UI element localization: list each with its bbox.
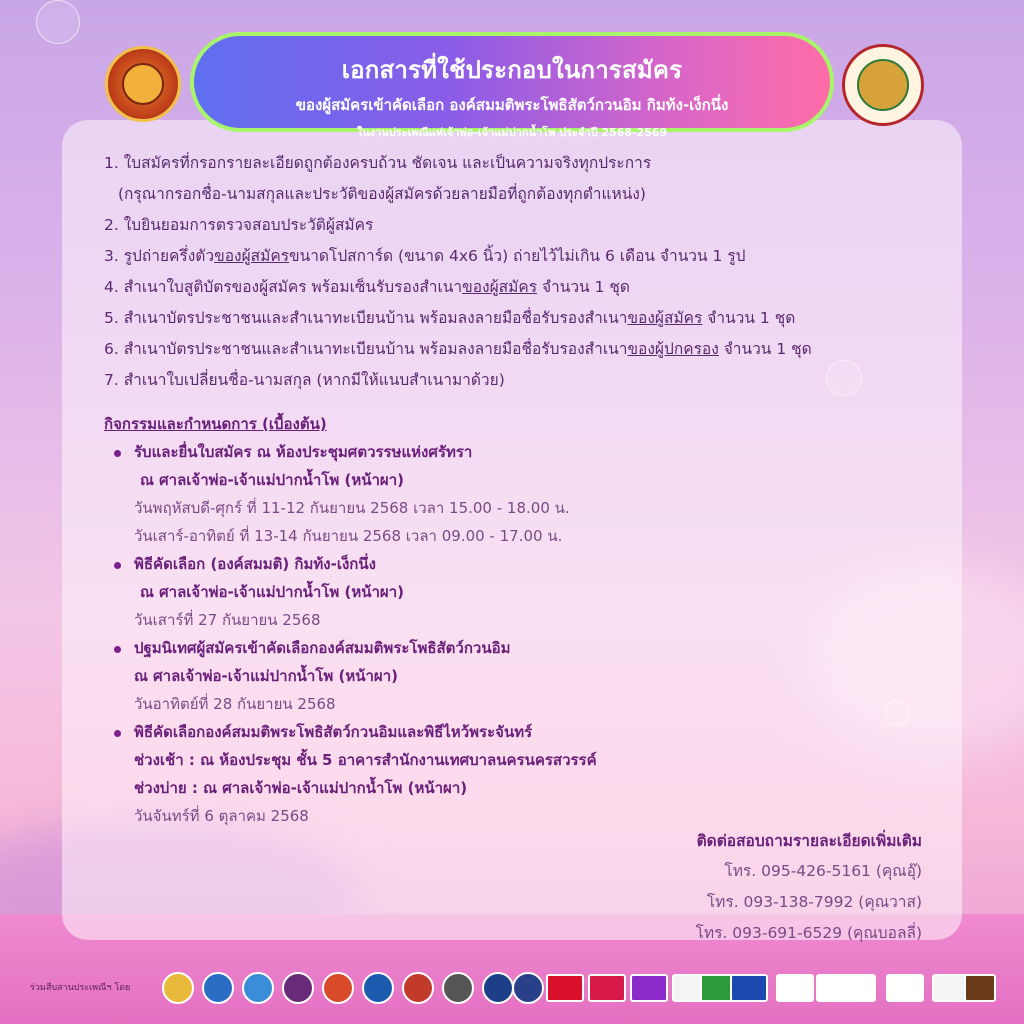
bubble-decoration bbox=[36, 0, 80, 44]
document-item-6-text-rest: จำนวน 1 ชุด bbox=[718, 340, 812, 358]
contact-heading: ติดต่อสอบถามรายละเอียดเพิ่มเติม bbox=[696, 832, 922, 850]
document-item-1-note: (กรุณากรอกชื่อ-นามสกุลและประวัติของผู้สมัครด้วยลายมือที่ถูกต้องทุกตำแหน่ง) bbox=[118, 185, 646, 203]
document-item-7: 7. สำเนาใบเปลี่ยนชื่อ-นามสกุล (หากมีให้แนบสำเนามาด้วย) bbox=[104, 371, 505, 389]
activity-title: พิธีคัดเลือก (องค์สมมติ) กิมท้ง-เง็กนึ่ง bbox=[134, 555, 376, 573]
sponsor-logo bbox=[162, 972, 194, 1004]
document-item-4-text: 4. สำเนาใบสูติบัตรของผู้สมัคร พร้อมเซ็นรับรองสำเนา bbox=[104, 278, 463, 296]
sponsor-logos bbox=[160, 968, 1000, 1008]
shrine-seal-logo bbox=[842, 44, 924, 126]
sponsor-logo bbox=[730, 974, 768, 1002]
sponsor-logo bbox=[482, 972, 514, 1004]
activity-item bbox=[104, 634, 804, 718]
document-item-3-text: 3. รูปถ่ายครึ่งตัว bbox=[104, 247, 215, 265]
header-banner bbox=[190, 32, 834, 139]
event-line: ในงานประเพณีแห่เจ้าพ่อ-เจ้าแม่ปากน้ำโพ ประจำปี 2568-2569 bbox=[356, 126, 668, 139]
activity-date: วันอาทิตย์ที่ 28 กันยายน 2568 bbox=[134, 695, 336, 713]
contact-info bbox=[696, 826, 922, 949]
activity-date: วันจันทร์ที่ 6 ตุลาคม 2568 bbox=[134, 807, 309, 825]
activity-title: ปฐมนิเทศผู้สมัครเข้าคัดเลือกองค์สมมติพระโพธิสัตว์กวนอิม bbox=[134, 639, 511, 657]
activity-item bbox=[104, 438, 804, 550]
sponsor-label: ร่วมสืบสานประเพณีฯ โดย bbox=[30, 983, 131, 993]
bullet-icon bbox=[114, 562, 121, 569]
activity-date: วันเสาร์-อาทิตย์ ที่ 13-14 กันยายน 2568 เวลา 09.00 - 17.00 น. bbox=[134, 527, 563, 545]
bullet-icon bbox=[114, 646, 121, 653]
activity-title: พิธีคัดเลือกองค์สมมติพระโพธิสัตว์กวนอิมและพิธีไหว้พระจันทร์ bbox=[134, 723, 533, 741]
document-item-1: 1. ใบสมัครที่กรอกรายละเอียดถูกต้องครบถ้วน ชัดเจน และเป็นความจริงทุกประการ bbox=[104, 154, 652, 172]
sponsor-logo bbox=[282, 972, 314, 1004]
activity-date: วันพฤหัสบดี-ศุกร์ ที่ 11-12 กันยายน 2568 เวลา 15.00 - 18.00 น. bbox=[134, 499, 570, 517]
sponsor-logo bbox=[886, 974, 924, 1002]
sponsor-logo bbox=[630, 974, 668, 1002]
sponsor-logo bbox=[242, 972, 274, 1004]
contact-phone: โทร. 095-426-5161 (คุณอุ๊) bbox=[724, 862, 922, 880]
document-item-6-emphasis: ของผู้ปกครอง bbox=[627, 340, 719, 358]
document-item-3-emphasis: ของผู้สมัคร bbox=[214, 247, 290, 265]
contact-phone: โทร. 093-138-7992 (คุณวาส) bbox=[706, 893, 922, 911]
sponsor-logo bbox=[816, 974, 876, 1002]
document-item-5-text-rest: จำนวน 1 ชุด bbox=[702, 309, 796, 327]
activities-heading: กิจกรรมและกำหนดการ (เบื้องต้น) bbox=[104, 415, 327, 433]
activity-item bbox=[104, 550, 804, 634]
document-item-4-text-rest: จำนวน 1 ชุด bbox=[537, 278, 630, 296]
document-item-5 bbox=[104, 303, 964, 334]
document-item-6 bbox=[104, 334, 964, 365]
contact-phone: โทร. 093-691-6529 (คุณบอลลี่) bbox=[695, 924, 922, 942]
required-documents-list bbox=[104, 148, 964, 396]
document-item-5-emphasis: ของผู้สมัคร bbox=[627, 309, 703, 327]
activity-location: ณ ศาลเจ้าพ่อ-เจ้าแม่ปากน้ำโพ (หน้าผา) bbox=[140, 583, 404, 601]
activity-location-afternoon: ช่วงบ่าย : ณ ศาลเจ้าพ่อ-เจ้าแม่ปากน้ำโพ (หน้าผา) bbox=[134, 779, 468, 797]
sponsor-logo bbox=[402, 972, 434, 1004]
document-item-5-text: 5. สำเนาบัตรประชาชนและสำเนาทะเบียนบ้าน พร้อมลงลายมือชื่อรับรองสำเนา bbox=[104, 309, 628, 327]
page-title: เอกสารที่ใช้ประกอบในการสมัคร bbox=[341, 56, 683, 84]
bullet-icon bbox=[114, 450, 121, 457]
document-item-3 bbox=[104, 241, 964, 272]
document-item-4-emphasis: ของผู้สมัคร bbox=[462, 278, 538, 296]
municipality-seal-logo bbox=[105, 46, 181, 122]
document-item-2: 2. ใบยินยอมการตรวจสอบประวัติผู้สมัคร bbox=[104, 216, 374, 234]
activity-item bbox=[104, 718, 804, 830]
document-item-6-text: 6. สำเนาบัตรประชาชนและสำเนาทะเบียนบ้าน พร้อมลงลายมือชื่อรับรองสำเนา bbox=[104, 340, 628, 358]
activity-location: ณ ศาลเจ้าพ่อ-เจ้าแม่ปากน้ำโพ (หน้าผา) bbox=[134, 667, 398, 685]
sponsor-logo bbox=[362, 972, 394, 1004]
sponsor-logo bbox=[202, 972, 234, 1004]
sponsor-logo bbox=[964, 974, 996, 1002]
document-item-4 bbox=[104, 272, 964, 303]
page-subtitle: ของผู้สมัครเข้าคัดเลือก องค์สมมติพระโพธิสัตว์กวนอิม กิมท้ง-เง็กนึ่ง bbox=[295, 96, 729, 114]
sponsor-logo bbox=[442, 972, 474, 1004]
sponsor-logo bbox=[588, 974, 626, 1002]
document-item-3-text-rest: ขนาดโปสการ์ด (ขนาด 4x6 นิ้ว) ถ่ายไว้ไม่เกิน 6 เดือน จำนวน 1 รูป bbox=[289, 247, 746, 265]
activity-location: ณ ศาลเจ้าพ่อ-เจ้าแม่ปากน้ำโพ (หน้าผา) bbox=[140, 471, 404, 489]
activity-date: วันเสาร์ที่ 27 กันยายน 2568 bbox=[134, 611, 321, 629]
bullet-icon bbox=[114, 730, 121, 737]
activity-title: รับและยื่นใบสมัคร ณ ห้องประชุมศตวรรษแห่งศรัทรา bbox=[134, 443, 473, 461]
sponsor-logo bbox=[512, 972, 544, 1004]
activity-location-morning: ช่วงเช้า : ณ ห้องประชุม ชั้น 5 อาคารสำนักงานเทศบาลนครนครสวรรค์ bbox=[134, 751, 597, 769]
sponsor-logo bbox=[776, 974, 814, 1002]
sponsor-logo bbox=[322, 972, 354, 1004]
activities-schedule bbox=[104, 410, 804, 830]
sponsor-logo bbox=[546, 974, 584, 1002]
